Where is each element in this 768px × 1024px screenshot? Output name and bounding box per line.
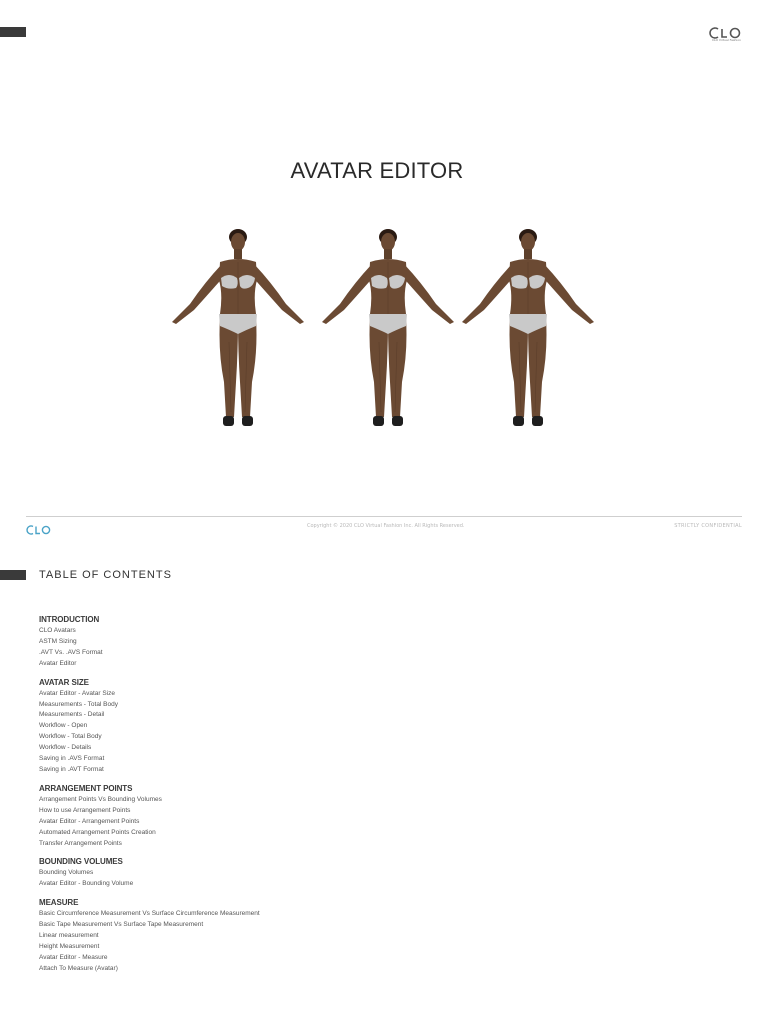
toc-item[interactable]: Avatar Editor - Arrangement Points <box>39 817 140 825</box>
page-marker <box>0 27 26 37</box>
footer-divider <box>26 516 742 517</box>
toc-item[interactable]: Measurements - Detail <box>39 711 105 719</box>
toc-item[interactable]: Linear measurement <box>39 932 99 940</box>
toc-heading: BOUNDING VOLUMES <box>39 857 123 867</box>
avatar-figure-1 <box>160 222 310 432</box>
toc-item[interactable]: Avatar Editor <box>39 659 77 667</box>
toc-item[interactable]: Automated Arrangement Points Creation <box>39 828 156 836</box>
toc-item[interactable]: ASTM Sizing <box>39 637 77 645</box>
toc-item[interactable]: Bounding Volumes <box>39 869 94 877</box>
toc-section-arrangement-points <box>39 783 639 850</box>
toc-item[interactable]: Workflow - Details <box>39 744 92 752</box>
toc-heading: MEASURE <box>39 898 79 908</box>
toc-section-measure <box>39 897 639 974</box>
toc-item[interactable]: CLO Avatars <box>39 627 76 634</box>
toc-item[interactable]: Transfer Arrangement Points <box>39 839 122 847</box>
toc-heading: AVATAR SIZE <box>39 677 89 687</box>
toc-section-avatar-size <box>39 677 639 776</box>
toc-item[interactable]: Basic Circumference Measurement Vs Surface Circumference Measurement <box>39 910 260 918</box>
toc-item[interactable]: Measurements - Total Body <box>39 700 118 708</box>
avatar-figure-2 <box>310 222 460 432</box>
avatar-figure-3 <box>450 222 600 432</box>
toc-item[interactable]: Basic Tape Measurement Vs Surface Tape Measurement <box>39 921 204 929</box>
toc-heading: ARRANGEMENT POINTS <box>39 783 133 793</box>
table-of-contents <box>39 614 639 982</box>
toc-section-bounding-volumes <box>39 856 639 890</box>
toc-title: TABLE OF CONTENTS <box>39 569 172 581</box>
toc-item[interactable]: Arrangement Points Vs Bounding Volumes <box>39 795 162 803</box>
clo-footer-logo <box>26 521 52 540</box>
toc-item[interactable]: Avatar Editor - Measure <box>39 953 108 961</box>
page-marker-2 <box>0 570 26 580</box>
footer-confidential: STRICTLY CONFIDENTIAL <box>674 523 742 529</box>
page-title: AVATAR EDITOR <box>290 158 464 183</box>
toc-item[interactable]: Attach To Measure (Avatar) <box>39 964 118 972</box>
toc-item[interactable]: How to use Arrangement Points <box>39 806 131 814</box>
toc-item[interactable]: Height Measurement <box>39 942 100 950</box>
toc-item[interactable]: Workflow - Open <box>39 722 88 730</box>
avatar-figures <box>160 222 610 432</box>
toc-item[interactable]: .AVT Vs. .AVS Format <box>39 648 103 656</box>
toc-item[interactable]: Saving in .AVS Format <box>39 755 105 763</box>
toc-item[interactable]: Workflow - Total Body <box>39 733 102 741</box>
logo-tagline: CLO Virtual Fashion <box>711 38 741 42</box>
toc-item[interactable]: Saving in .AVT Format <box>39 765 104 773</box>
toc-item[interactable]: Avatar Editor - Bounding Volume <box>39 880 134 888</box>
toc-heading: INTRODUCTION <box>39 615 100 624</box>
footer-copyright: Copyright © 2020 CLO Virtual Fashion Inc. All Rights Reserved. <box>307 523 465 529</box>
toc-item[interactable]: Avatar Editor - Avatar Size <box>39 689 115 697</box>
toc-section-introduction <box>39 614 639 670</box>
